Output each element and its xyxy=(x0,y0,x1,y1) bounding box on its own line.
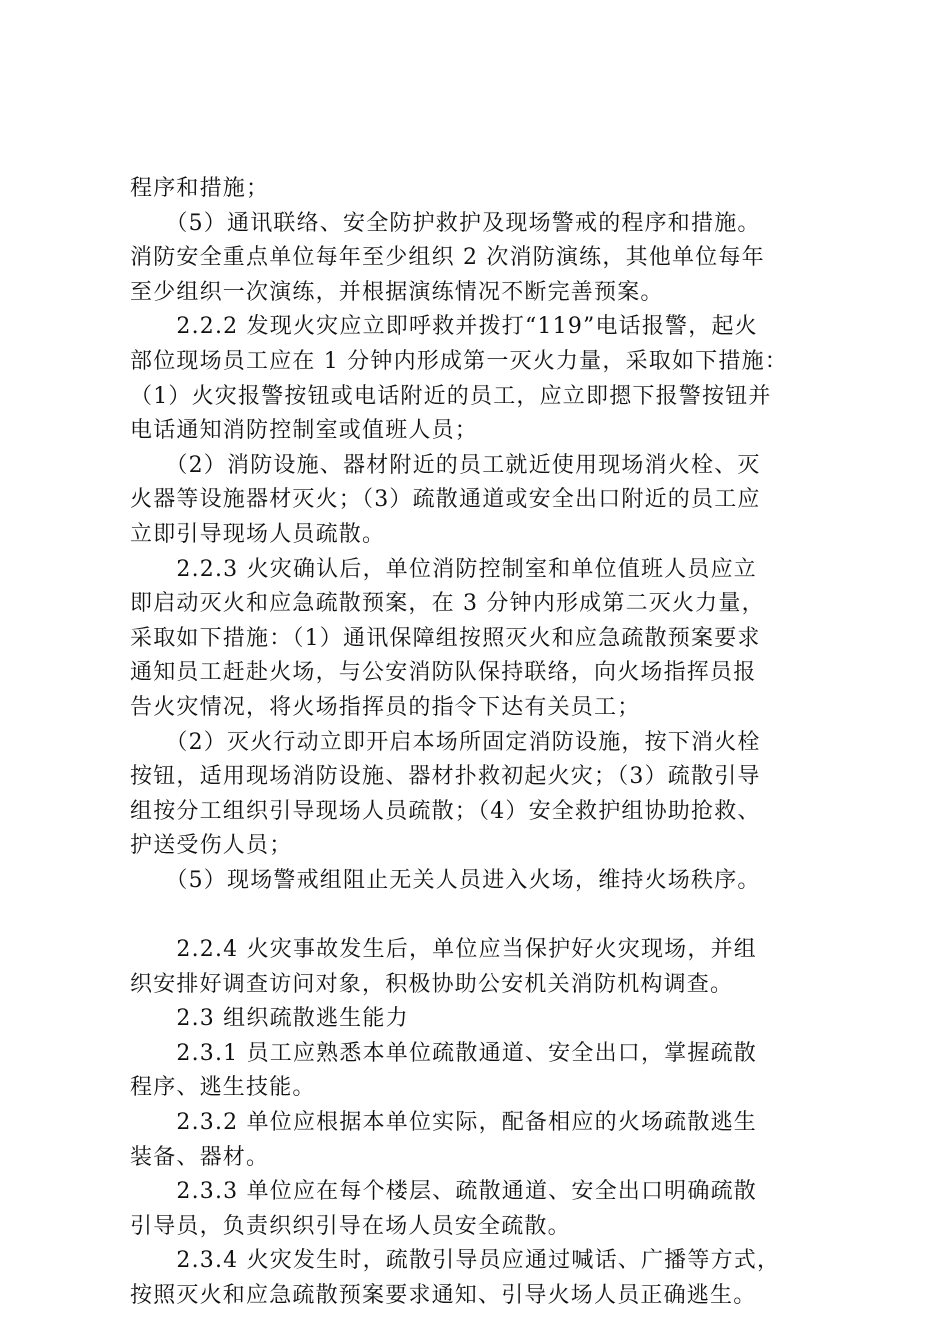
text-line: 程序和措施； xyxy=(130,176,270,201)
text-line: 2.2.2 发现火灾应立即呼救并拨打“119”电话报警，起火 xyxy=(130,314,758,340)
text-line: （5）通讯联络、安全防护救护及现场警戒的程序和措施。 xyxy=(130,210,761,236)
text-line: 告火灾情况，将火场指挥员的指令下达有关员工； xyxy=(130,694,641,720)
text-line: 火器等设施器材灭火；（3）疏散通道或安全出口附近的员工应 xyxy=(130,487,761,513)
text-line: 立即引导现场人员疏散。 xyxy=(130,521,386,547)
text-line: 至少组织一次演练，并根据演练情况不断完善预案。 xyxy=(130,279,664,305)
text-line: 采取如下措施：（1）通讯保障组按照灭火和应急疏散预案要求 xyxy=(130,625,761,651)
text-line: （2）灭火行动立即开启本场所固定消防设施，按下消火栓 xyxy=(130,729,761,755)
text-line: 程序、逃生技能。 xyxy=(130,1075,316,1101)
blank-line xyxy=(130,898,830,933)
text-line: 通知员工赶赴火场，与公安消防队保持联络，向火场指挥员报 xyxy=(130,660,757,686)
text-line: 即启动灭火和应急疏散预案，在 3 分钟内形成第二灭火力量， xyxy=(130,591,765,617)
text-line: 消防安全重点单位每年至少组织 2 次消防演练，其他单位每年 xyxy=(130,245,765,271)
text-line: 部位现场员工应在 1 分钟内形成第一灭火力量，采取如下措施： xyxy=(130,348,788,374)
text-line: 引导员，负责织织引导在场人员安全疏散。 xyxy=(130,1213,571,1239)
text-line: 组按分工组织引导现场人员疏散；（4）安全救护组协助抢救、 xyxy=(130,798,761,824)
text-line: 2.2.4 火灾事故发生后，单位应当保护好火灾现场，并组 xyxy=(130,937,757,963)
text-line: 2.3.1 员工应熟悉本单位疏散通道、安全出口，掌握疏散 xyxy=(130,1040,757,1066)
text-line: 护送受伤人员； xyxy=(130,833,293,859)
text-line: （1）火灾报警按钮或电话附近的员工，应立即摁下报警按钮并 xyxy=(130,383,772,409)
text-line: 2.3.4 火灾发生时，疏散引导员应通过喊话、广播等方式， xyxy=(130,1248,781,1274)
text-line: （5）现场警戒组阻止无关人员进入火场，维持火场秩序。 xyxy=(130,867,761,893)
text-line: 2.2.3 火灾确认后，单位消防控制室和单位值班人员应立 xyxy=(130,556,757,582)
text-line: （2）消防设施、器材附近的员工就近使用现场消火栓、灭 xyxy=(130,452,761,478)
text-line: 2.3.3 单位应在每个楼层、疏散通道、安全出口明确疏散 xyxy=(130,1179,757,1205)
text-line: 按钮，适用现场消防设施、器材扑救初起火灾；（3）疏散引导 xyxy=(130,764,761,790)
text-line: 按照灭火和应急疏散预案要求通知、引导火场人员正确逃生。 xyxy=(130,1283,757,1308)
text-line: 2.3.2 单位应根据本单位实际，配备相应的火场疏散逃生 xyxy=(130,1110,757,1136)
text-line: 织安排好调查访问对象，积极协助公安机关消防机构调查。 xyxy=(130,971,734,997)
text-line: 电话通知消防控制室或值班人员； xyxy=(130,418,479,444)
document-body xyxy=(130,172,830,1314)
text-line: 装备、器材。 xyxy=(130,1144,270,1170)
section-heading: 2.3 组织疏散逃生能力 xyxy=(130,1006,409,1032)
